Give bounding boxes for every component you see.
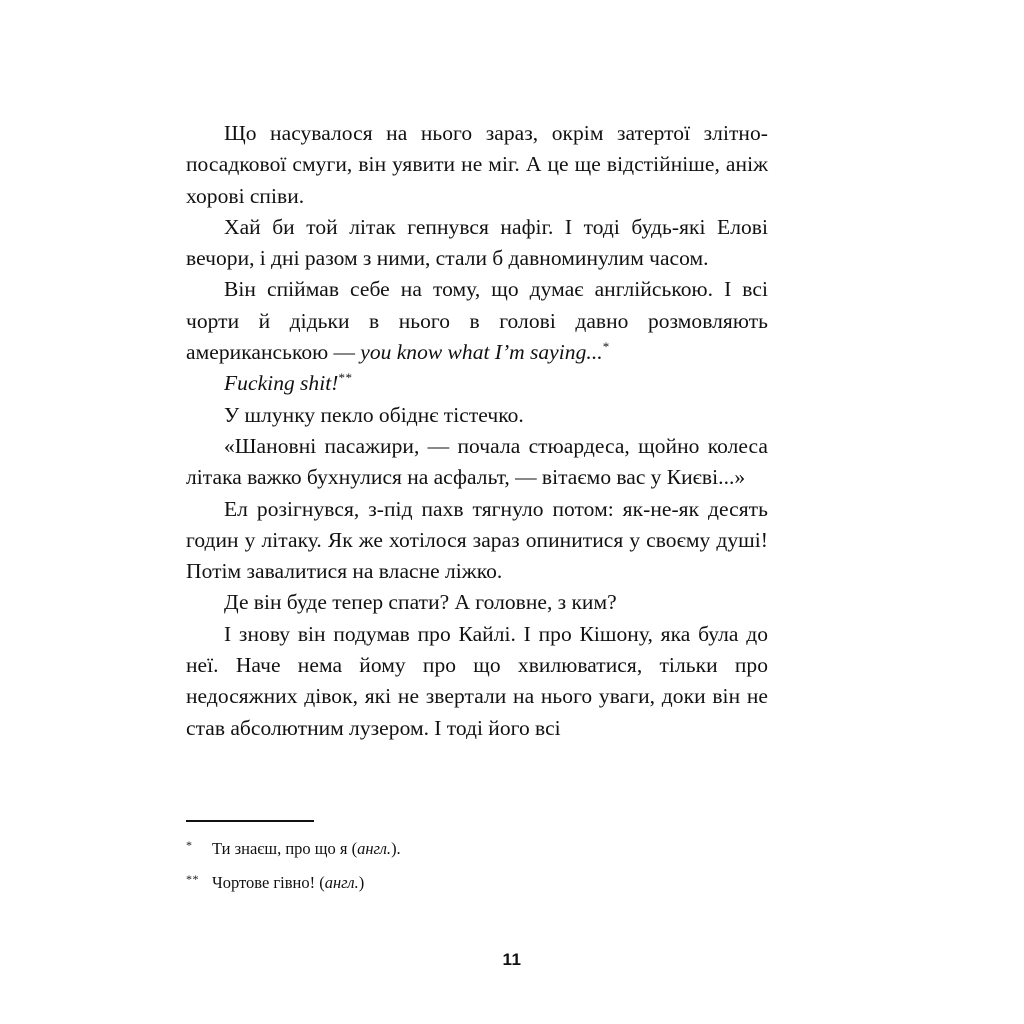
footnote-text [212, 838, 768, 859]
page-number: 11 [502, 950, 522, 969]
paragraph: «Шановні пасажири, — почала стюардеса, щойно колеса літака важко бухнулися на асфальт, — вітаємо вас у Києві...» [186, 433, 768, 490]
italic-english-phrase: you know what I’m saying... [360, 340, 603, 365]
footnote-text [212, 872, 768, 893]
paragraph: І знову він подумав про Кайлі. І про Кішону, яка була до неї. Наче нема йому про що хвилюватися, тільки про недосяжних дівок, які не звертали на нього уваги, доки він не став абсолютним лузером. І тоді його всі [186, 621, 768, 740]
footnote-section [186, 820, 768, 906]
footnote-tail-text: ) [358, 873, 365, 892]
footnote-tail-text: ). [391, 839, 401, 858]
footnote-reference-marker[interactable]: ** [338, 370, 353, 386]
footnote-reference-marker[interactable]: * [602, 338, 610, 354]
italic-english-phrase: Fucking shit! [224, 371, 339, 396]
footnote-item [186, 872, 768, 895]
footnote-item [186, 838, 768, 861]
paragraph-with-footnote [186, 274, 768, 368]
footnote-language-abbr: англ. [357, 839, 392, 858]
paragraph: Хай би той літак гепнувся нафіг. І тоді будь-які Елові вечори, і дні разом з ними, стали б давноминулим часом. [186, 214, 768, 271]
paragraph: Ел розігнувся, з-під пахв тягнуло потом: як-не-як десять годин у літаку. Як же хотілося зараз опинитися у своєму душі! Потім завалитися на власне ліжко. [186, 496, 768, 584]
footnote-lead-text: Ти знаєш, про що я ( [212, 839, 358, 858]
paragraph: Що насувалося на нього зараз, окрім затертої злітно-посадкової смуги, він уявити не міг. А це ще відстійніше, аніж хорові співи. [186, 121, 768, 208]
footnote-lead-text: Чортове гівно! ( [212, 873, 325, 892]
footnote-language-abbr: англ. [324, 873, 359, 892]
footnote-separator-rule [186, 820, 314, 822]
footnote-marker: * [186, 838, 193, 852]
paragraph-italic-exclamation [186, 368, 768, 399]
paragraph-lead-text: Він спіймав себе на тому, що думає англійською. І всі чорти й дідьки в нього в голові давно розмовляють американською — [186, 277, 768, 365]
paragraph: Де він буде тепер спати? А головне, з ким? [224, 590, 617, 615]
page-body-text [186, 118, 768, 744]
paragraph: У шлунку пекло обіднє тістечко. [224, 402, 524, 427]
footnote-marker: ** [186, 872, 199, 886]
